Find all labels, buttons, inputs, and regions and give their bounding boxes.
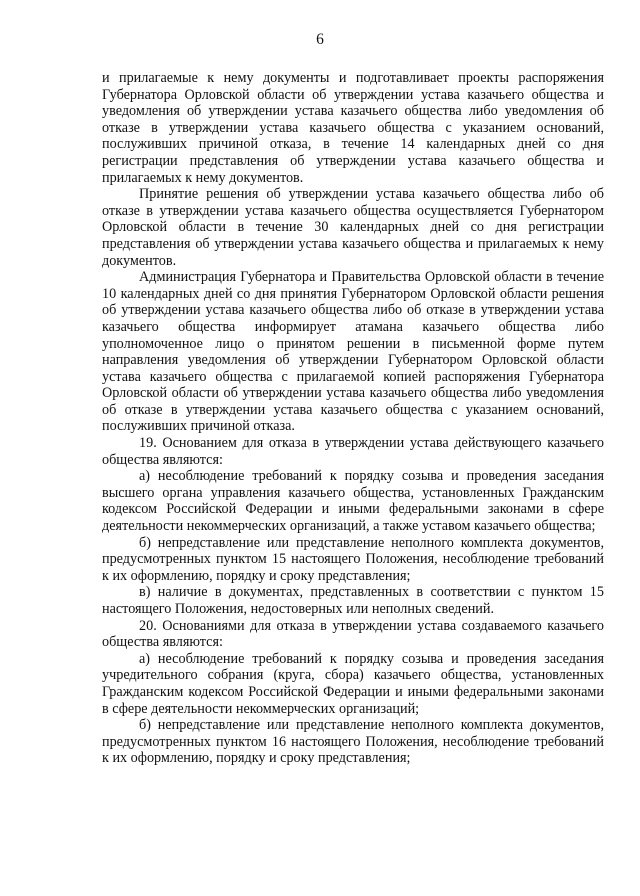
document-body — [102, 70, 604, 767]
paragraph-item-19-a: а) несоблюдение требований к порядку созыва и проведения заседания высшего органа управления казачьего общества, установленных Гражданским кодексом Российской Федерации и иными федеральными законами в сфере деятельности некоммерческих организаций, а также уставом казачьего общества; — [102, 468, 604, 535]
paragraph-item-20-a: а) несоблюдение требований к порядку созыва и проведения заседания учредительного собрания (круга, сбора) казачьего общества, установленных Гражданским кодексом Российской Федерации и иными федеральными законами в сфере деятельности некоммерческих организаций; — [102, 650, 604, 717]
paragraph-item-19: 19. Основанием для отказа в утверждении устава действующего казачьего общества являются: — [102, 435, 604, 468]
paragraph-administration-notice: Администрация Губернатора и Правительства Орловской области в течение 10 календарных дней со дня принятия Губернатором Орловской области решения об утверждении устава казачьего общества либо об отказе в утверждении устава казачьего общества информирует атамана казачьего общества либо уполномоченное лицо о принятом решении в письменной форме путем направления уведомления об утверждении Губернатором Орловской области устава казачьего общества с прилагаемой копией распоряжения Губернатора Орловской области об утверждении устава казачьего общества либо уведомления об отказе в утверждении устава казачьего общества с указанием оснований, послуживших причиной отказа. — [102, 269, 604, 435]
paragraph-item-20-b: б) непредставление или представление неполного комплекта документов, предусмотренных пунктом 16 настоящего Положения, несоблюдение требований к их оформлению, порядку и сроку представления; — [102, 717, 604, 767]
paragraph-continuation: и прилагаемые к нему документы и подготавливает проекты распоряжения Губернатора Орловской области об утверждении устава казачьего общества и уведомления об утверждении устава казачьего общества либо уведомления об отказе в утверждении устава казачьего общества с указанием оснований, послуживших причиной отказа, в течение 14 календарных дней со дня регистрации представления об утверждении устава казачьего общества и прилагаемых к нему документов. — [102, 70, 604, 186]
paragraph-item-19-b: б) непредставление или представление неполного комплекта документов, предусмотренных пунктом 15 настоящего Положения, несоблюдение требований к их оформлению, порядку и сроку представления; — [102, 534, 604, 584]
paragraph-item-20: 20. Основаниями для отказа в утверждении устава создаваемого казачьего общества являются: — [102, 617, 604, 651]
page-number: 6 — [316, 31, 324, 48]
paragraph-item-19-c: в) наличие в документах, представленных в соответствии с пунктом 15 настоящего Положения, недостоверных или неполных сведений. — [102, 584, 604, 617]
paragraph-decision-term: Принятие решения об утверждении устава казачьего общества либо об отказе в утверждении устава казачьего общества осуществляется Губернатором Орловской области в течение 30 календарных дней со дня регистрации представления об утверждении устава казачьего общества и прилагаемых к нему документов. — [102, 186, 604, 269]
